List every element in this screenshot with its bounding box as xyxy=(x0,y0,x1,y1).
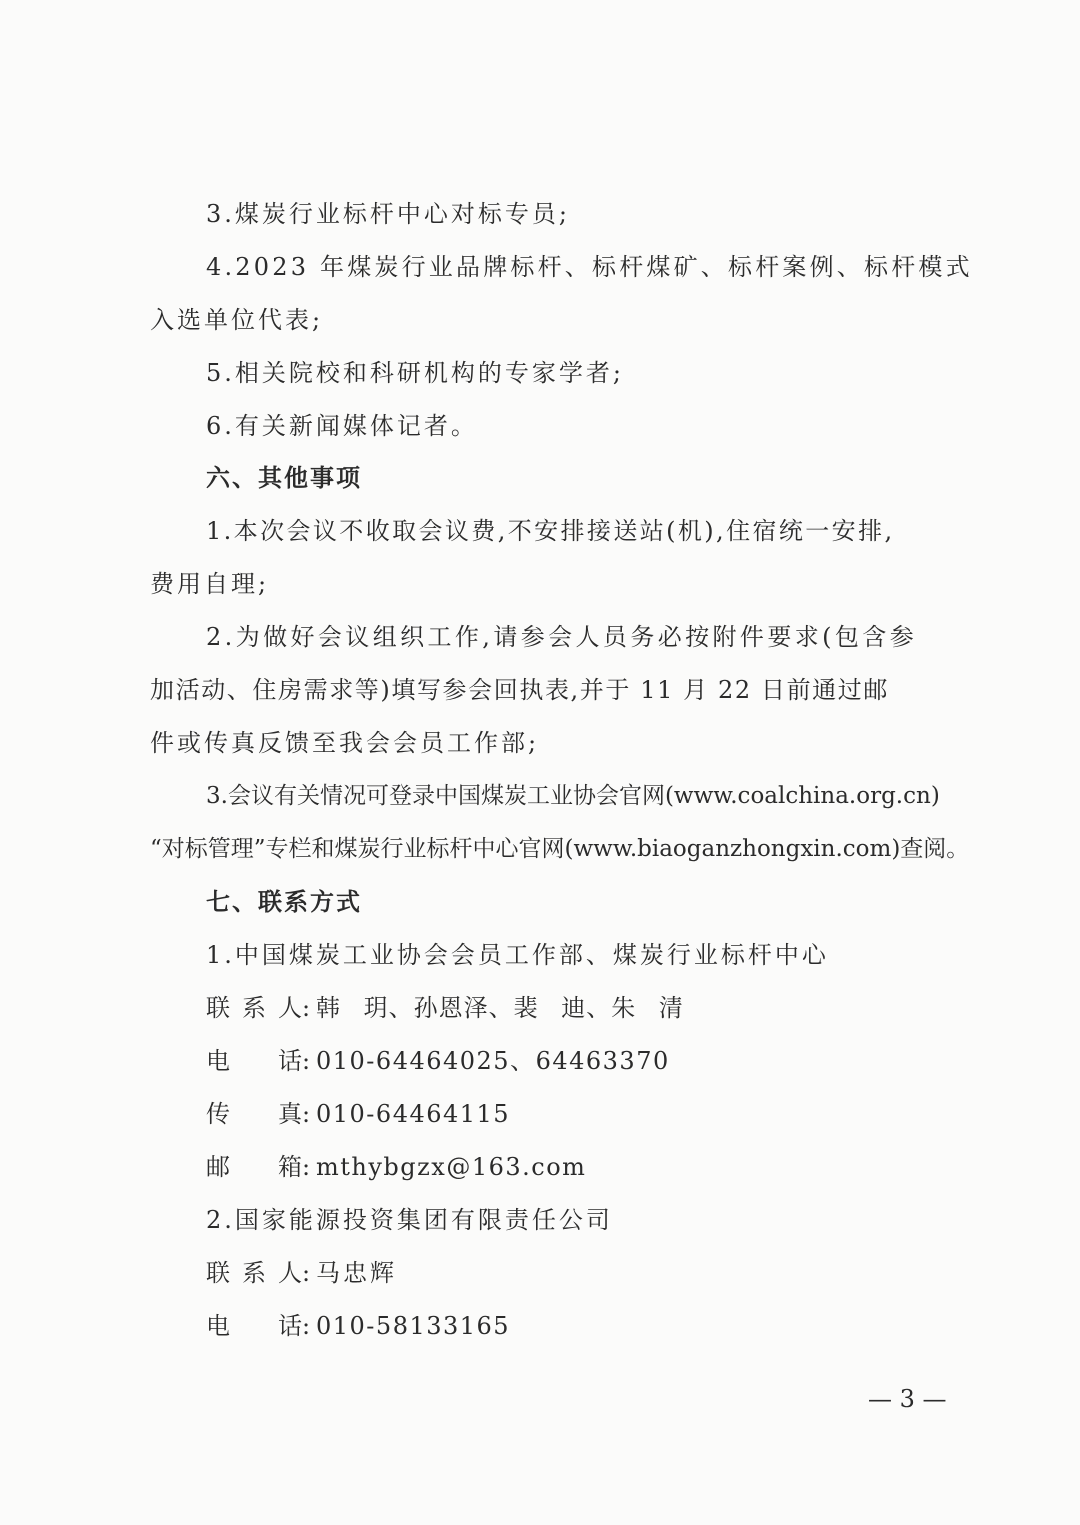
fax-label: 传真 xyxy=(206,1100,302,1128)
other-item2-line2: 加活动、住房需求等)填写参会回执表,并于 11 月 22 日前通过邮 xyxy=(150,676,889,704)
colon: : xyxy=(302,994,311,1022)
contact-person-name: 马忠辉 xyxy=(316,1259,397,1287)
list-item-experts: 5.相关院校和科研机构的专家学者; xyxy=(206,359,624,387)
page-number: — 3 — xyxy=(868,1385,947,1413)
other-item2-line3: 件或传真反馈至我会会员工作部; xyxy=(150,729,540,757)
contact-org1: 1.中国煤炭工业协会会员工作部、煤炭行业标杆中心 xyxy=(206,941,829,969)
contact-person-label: 联系人 xyxy=(206,994,302,1022)
section-seven-heading: 七、联系方式 xyxy=(206,887,362,916)
section-six-heading: 六、其他事项 xyxy=(206,463,362,492)
org1-fax-row xyxy=(206,1098,510,1130)
colon: : xyxy=(302,1047,311,1075)
colon: : xyxy=(302,1153,311,1181)
contact-org2: 2.国家能源投资集团有限责任公司 xyxy=(206,1206,613,1234)
colon: : xyxy=(302,1100,311,1128)
org1-phone-row xyxy=(206,1045,670,1077)
colon: : xyxy=(302,1312,311,1340)
list-item-winners-line2: 入选单位代表; xyxy=(150,306,324,334)
phone-value: 010-58133165 xyxy=(316,1312,511,1340)
list-item-winners-line1: 4.2023 年煤炭行业品牌标杆、标杆煤矿、标杆案例、标杆模式 xyxy=(206,253,973,281)
org1-contact-row xyxy=(206,992,684,1024)
org1-email-row xyxy=(206,1151,586,1183)
phone-label: 电话 xyxy=(206,1312,302,1340)
phone-label: 电话 xyxy=(206,1047,302,1075)
fax-value: 010-64464115 xyxy=(316,1100,511,1128)
contact-person-label: 联系人 xyxy=(206,1259,302,1287)
other-item2-line1: 2.为做好会议组织工作,请参会人员务必按附件要求(包含参 xyxy=(206,623,918,651)
email-value: mthybgzx@163.com xyxy=(316,1153,587,1181)
other-item3-line1: 3.会议有关情况可登录中国煤炭工业协会官网(www.coalchina.org.cn) xyxy=(206,783,940,809)
other-item1-line2: 费用自理; xyxy=(150,570,270,598)
other-item1-line1: 1.本次会议不收取会议费,不安排接送站(机),住宿统一安排, xyxy=(206,517,895,545)
email-label: 邮箱 xyxy=(206,1153,302,1181)
colon: : xyxy=(302,1259,311,1287)
list-item-media: 6.有关新闻媒体记者。 xyxy=(206,412,478,440)
phone-value: 010-64464025、64463370 xyxy=(316,1047,670,1075)
other-item3-line2: “对标管理”专栏和煤炭行业标杆中心官网(www.biaoganzhongxin.com)查阅。 xyxy=(150,836,970,862)
contact-person-names: 韩 玥、孙恩泽、裴 迪、朱 清 xyxy=(316,994,684,1022)
org2-phone-row xyxy=(206,1310,510,1342)
list-item-specialists: 3.煤炭行业标杆中心对标专员; xyxy=(206,200,570,228)
org2-contact-row xyxy=(206,1257,397,1289)
